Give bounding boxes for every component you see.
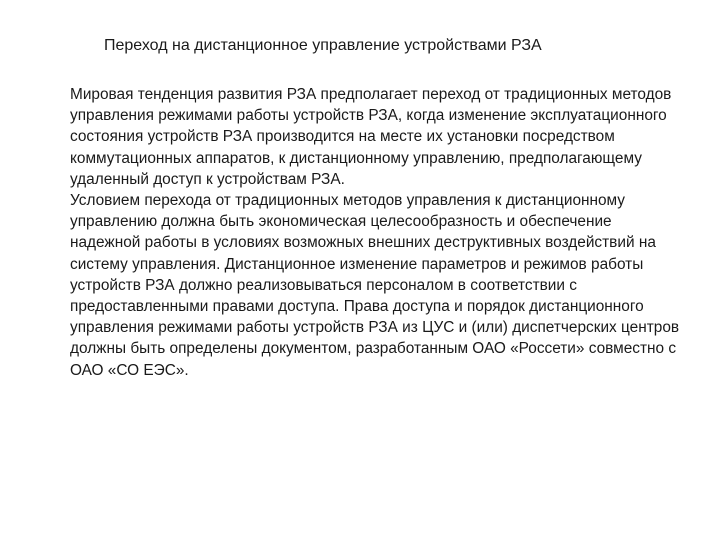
slide-body (70, 84, 680, 381)
body-paragraph-1: Мировая тенденция развития РЗА предполагает переход от традиционных методов управления режимами работы устройств РЗА, когда изменение эксплуатационного состояния устройств РЗА производится на месте их установки посредством коммутационных аппаратов, к дистанционному управлению, предполагающему удаленный доступ к устройствам РЗА. (70, 86, 672, 188)
body-paragraph-2: Условием перехода от традиционных методов управления к дистанционному управлению должна быть экономическая целесообразность и обеспечение надежной работы в условиях возможных внешних деструктивных воздействий на систему управления. Дистанционное изменение параметров и режимов работы устройств РЗА должно реализовываться персоналом в соответствии с предоставленными правами доступа. Права доступа и порядок дистанционного управления режимами работы устройств РЗА из ЦУС и (или) диспетчерских центров должны быть определены документом, разработанным ОАО «Россети» совместно с ОАО «СО ЕЭС». (70, 192, 680, 379)
slide-title: Переход на дистанционное управление устройствами РЗА (104, 37, 542, 54)
